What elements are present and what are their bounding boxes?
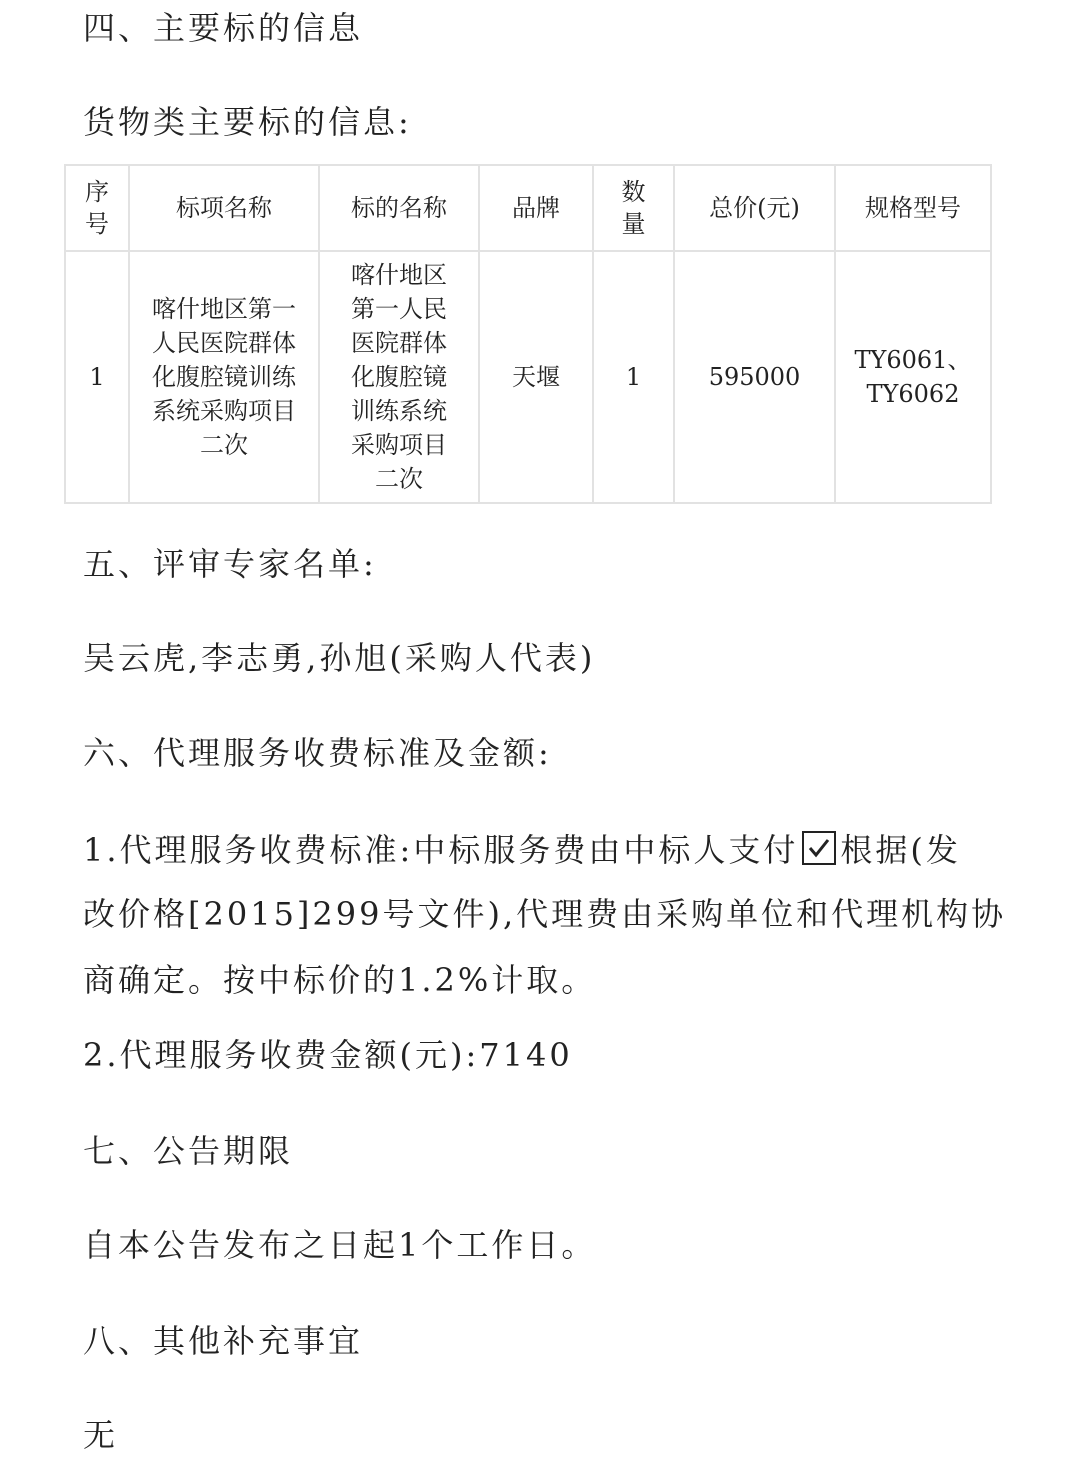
header-spec: 规格型号 [835, 165, 991, 251]
header-item-name: 标项名称 [129, 165, 319, 251]
table-header-row [65, 165, 991, 251]
cell-target-name: 喀什地区第一人民医院群体化腹腔镜训练系统采购项目二次 [319, 251, 479, 503]
cell-seq: 1 [65, 251, 129, 503]
section7-heading: 七、公告期限 [83, 1132, 294, 1170]
fee-standard-line2: 改价格[2015]299号文件),代理费由采购单位和代理机构协 [83, 895, 1007, 933]
experts-list: 吴云虎,李志勇,孙旭(采购人代表) [83, 639, 596, 677]
header-total-price: 总价(元) [674, 165, 835, 251]
header-seq: 序号 [65, 165, 129, 251]
cell-item-name: 喀什地区第一人民医院群体化腹腔镜训练系统采购项目二次 [129, 251, 319, 503]
table-row [65, 251, 991, 503]
cell-spec: TY6061、TY6062 [835, 251, 991, 503]
cell-brand: 天堰 [479, 251, 593, 503]
fee-standard-text-cont: 根据(发 [840, 831, 961, 869]
section8-heading: 八、其他补充事宜 [83, 1322, 364, 1360]
section5-heading: 五、评审专家名单: [83, 545, 377, 583]
cell-quantity: 1 [593, 251, 674, 503]
goods-table [64, 164, 992, 504]
checkmark-box-icon [802, 831, 836, 865]
cell-total-price: 595000 [674, 251, 835, 503]
section6-heading: 六、代理服务收费标准及金额: [83, 734, 552, 772]
header-target-name: 标的名称 [319, 165, 479, 251]
fee-standard-text: 1.代理服务收费标准:中标服务费由中标人支付 [83, 831, 799, 869]
header-brand: 品牌 [479, 165, 593, 251]
other-matters: 无 [83, 1416, 119, 1454]
fee-standard-line3: 商确定。按中标价的1.2%计取。 [83, 961, 597, 999]
section4-heading: 四、主要标的信息 [83, 9, 364, 47]
header-quantity: 数量 [593, 165, 674, 251]
fee-standard-line1 [83, 831, 961, 869]
fee-amount: 2.代理服务收费金额(元):7140 [83, 1036, 573, 1074]
section4-subheading: 货物类主要标的信息: [83, 103, 412, 141]
notice-period: 自本公告发布之日起1个工作日。 [83, 1226, 597, 1264]
